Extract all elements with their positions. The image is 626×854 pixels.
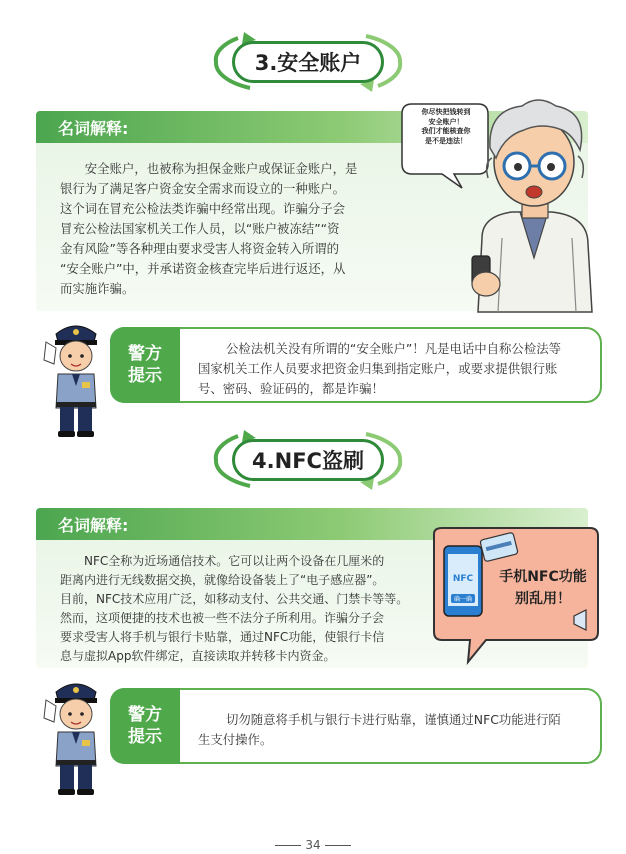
section-title-text: 3.安全账户 [232,41,384,83]
police-tip-text: 切勿随意将手机与银行卡进行贴靠，谨慎通过NFC功能进行陌 生支付操作。 [198,712,561,747]
police-officer-illustration [38,674,114,796]
section-title-text: 4.NFC盗刷 [232,439,384,481]
nfc-phone-button: 确一确 [451,594,475,603]
police-tip-box [110,327,602,403]
tip-label-line2: 提示 [128,727,162,747]
card-heading: 名词解释: [58,516,129,535]
section-title-4 [210,428,406,492]
speech-bubble-text: 你尽快把钱转到 安全账户！ 我们才能核查你 是不是违法！ [421,108,471,145]
tip-label-line1: 警方 [128,705,162,725]
definition-text: 安全账户，也被称为担保金账户或保证金账户，是 银行为了满足客户资金安全需求而设立的一种账户。 这个词在冒充公检法类诈骗中经常出现。诈骗分子会 冒充公检法国家机关工作人员，以“账户被冻结”“资 金有风险”等各种理由要求受害人将资金转入所谓的 “安全账户”中，并承诺资金核查完毕后进行返还，从 而实施诈骗。 [60,161,358,296]
section-title-3 [210,30,406,94]
page-number: 34 [0,838,626,852]
tip-label-line2: 提示 [128,366,162,386]
police-tip-box [110,688,602,764]
nfc-callout-text: 手机NFC功能 别乱用！ [499,569,587,607]
card-heading: 名词解释: [58,119,129,138]
tip-label-line1: 警方 [128,344,162,364]
police-tip-text: 公检法机关没有所谓的“安全账户”！凡是电话中自称公检法等 国家机关工作人员要求把资金归集到指定账户，或要求提供银行账 号、密码、验证码的，都是诈骗！ [198,341,561,396]
police-tip-badge [110,688,180,764]
definition-text: NFC全称为近场通信技术。它可以让两个设备在几厘米的 距离内进行无线数据交换，就像给设备装上了“电子感应器”。 目前，NFC技术应用广泛，如移动支付、公共交通、门禁卡等等。 然而，这项便捷的技术也被一些不法分子所利用。诈骗分子会 要求受害人将手机与银行卡贴靠，通过NFC功能，使银行卡信 息与虚拟App软件绑定，直接读取并转移卡内资金。 [60,554,409,663]
nfc-phone-label: NFC [452,574,474,584]
police-officer-illustration [38,316,114,438]
police-tip-badge [110,327,180,403]
